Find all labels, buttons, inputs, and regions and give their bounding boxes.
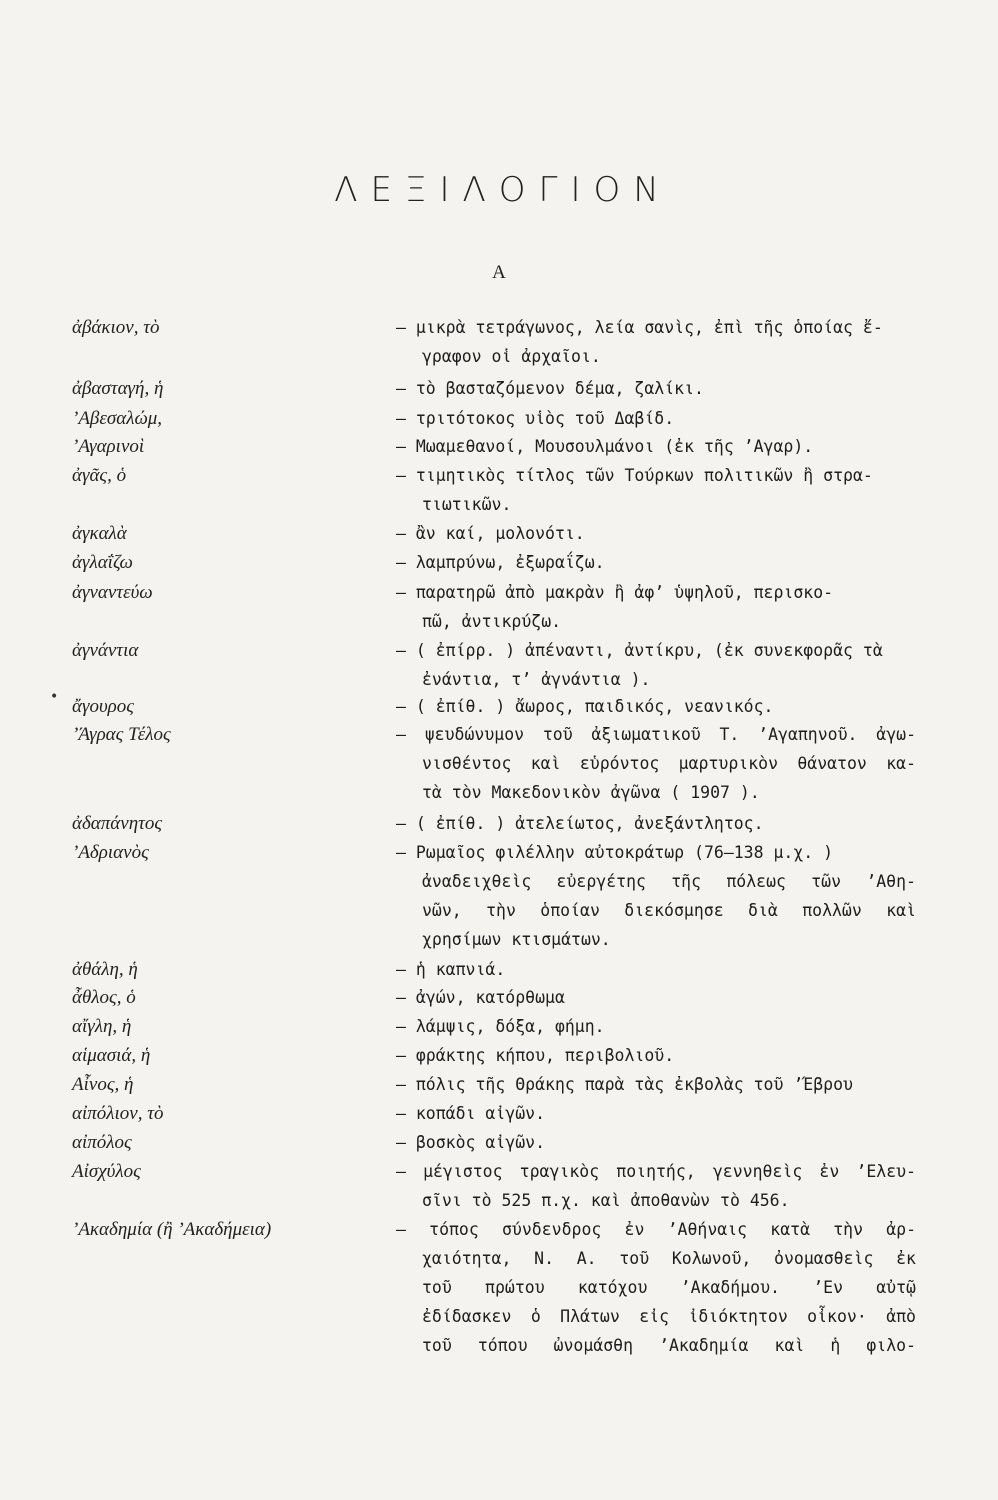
entry-definition <box>396 983 916 1012</box>
entry-definition <box>396 548 916 577</box>
definition-line: νισθέντος καὶ εὑρόντος μαρτυρικὸν θάνατον κα- <box>422 754 916 773</box>
entry-term: ἆθλος, ὁ <box>72 987 136 1008</box>
page-title: ΛΕΞΙΛΟΓΙΟΝ <box>334 170 672 210</box>
entry-term: ἀθάλη, ἡ <box>72 959 138 980</box>
entry-definition <box>396 1099 916 1128</box>
entry-term: ἀγναντεύω <box>72 582 153 603</box>
entry-definition <box>396 1070 916 1099</box>
definition-line: τοῦ τόπου ὠνομάσθη ʼΑκαδημία καὶ ἡ φιλο- <box>422 1336 916 1355</box>
definition-line: — τὸ βασταζόμενον δέμα, ζαλίκι. <box>396 379 704 398</box>
entry-definition <box>396 838 916 954</box>
entry-term: ʼΑβεσαλώμ, <box>72 408 162 429</box>
definition-line: — τιμητικὸς τίτλος τῶν Τούρκων πολιτικῶν ἢ στρα- <box>396 466 873 485</box>
entry-definition <box>396 1157 916 1215</box>
definition-line: ἐνάντια, τʼ ἀγνάντια ). <box>422 670 651 689</box>
definition-line: — Ρωμαῖος φιλέλλην αὐτοκράτωρ (76—138 μ.χ. ) <box>396 843 834 862</box>
definition-line: — λαμπρύνω, ἐξωραΐζω. <box>396 553 605 572</box>
entry-definition <box>396 720 916 807</box>
entry-term: ʼΑκαδημία (ἢ ʼΑκαδήμεια) <box>72 1219 272 1240</box>
definition-line: τιωτικῶν. <box>422 495 512 514</box>
definition-line: — ἂν καί, μολονότι. <box>396 524 585 543</box>
entry-term: ʼΑδριανὸς <box>72 842 149 863</box>
definition-line: — ἀγών, κατόρθωμα <box>396 988 565 1007</box>
definition-line: — παρατηρῶ ἀπὸ μακρὰν ἢ ἀφʼ ὑψηλοῦ, περισκο- <box>396 583 834 602</box>
entry-definition <box>396 1041 916 1070</box>
entry-term: αἰπόλος <box>72 1132 132 1153</box>
section-letter: Α <box>492 262 506 283</box>
definition-line: — τόπος σύνδενδρος ἐν ʼΑθήναις κατὰ τὴν ἀρ- <box>396 1220 916 1239</box>
definition-line: — ( ἐπίρρ. ) ἀπέναντι, ἀντίκρυ, (ἐκ συνεκφορᾶς τὰ <box>396 641 883 660</box>
entry-term: ἄγουρος <box>72 696 135 717</box>
definition-line: χρησίμων κτισμάτων. <box>422 930 611 949</box>
entry-definition <box>396 432 916 461</box>
definition-line: τοῦ πρώτου κατόχου ʼΑκαδήμου. ʼΕν αὐτῷ <box>422 1278 916 1297</box>
definition-line: νῶν, τὴν ὁποίαν διεκόσμησε διὰ πολλῶν καὶ <box>422 901 916 920</box>
entry-definition <box>396 692 916 721</box>
definition-line: — πόλις τῆς Θράκης παρὰ τὰς ἐκβολὰς τοῦ ʼΈβρου <box>396 1075 853 1094</box>
entry-term: αἴγλη, ἡ <box>72 1016 132 1037</box>
entry-term: ʼΑγαρινοὶ <box>72 436 145 457</box>
entry-term: αἰπόλιον, τὸ <box>72 1103 164 1124</box>
entry-definition <box>396 636 916 694</box>
entry-term: ἀβάκιον, τὸ <box>72 317 160 338</box>
entry-definition <box>396 313 916 371</box>
definition-line: — φράκτης κήπου, περιβολιοῦ. <box>396 1046 675 1065</box>
entry-definition <box>396 374 916 403</box>
entry-definition <box>396 1128 916 1157</box>
definition-line: — ( ἐπίθ. ) ἄωρος, παιδικός, νεανικός. <box>396 697 774 716</box>
entry-term: ἀγᾶς, ὁ <box>72 465 127 486</box>
definition-line: — λάμψις, δόξα, φήμη. <box>396 1017 605 1036</box>
definition-line: — κοπάδι αἰγῶν. <box>396 1104 546 1123</box>
entry-term: ἀδαπάνητος <box>72 813 163 834</box>
entry-definition <box>396 1012 916 1041</box>
entry-term: ἀγκαλὰ <box>72 523 127 544</box>
entry-definition <box>396 519 916 548</box>
definition-line: ἀναδειχθεὶς εὐεργέτης τῆς πόλεως τῶν ʼΑθη- <box>422 872 916 891</box>
entry-definition <box>396 809 916 838</box>
entry-definition <box>396 404 916 433</box>
definition-line: — ψευδώνυμον τοῦ ἀξιωματικοῦ Τ. ʼΑγαπηνοῦ. ἀγω- <box>396 725 916 744</box>
entry-term: ἀβασταγή, ἡ <box>72 378 164 399</box>
definition-line: — μικρὰ τετράγωνος, λεία σανὶς, ἐπὶ τῆς ὁποίας ἔ- <box>396 318 883 337</box>
definition-line: — ( ἐπίθ. ) ἀτελείωτος, ἀνεξάντλητος. <box>396 814 764 833</box>
entry-term: αἱμασιά, ἡ <box>72 1045 151 1066</box>
entry-definition <box>396 461 916 519</box>
entry-definition <box>396 1215 916 1360</box>
entry-term: Αἶνος, ἡ <box>72 1074 134 1095</box>
definition-line: — βοσκὸς αἰγῶν. <box>396 1133 546 1152</box>
definition-line: τὰ τὸν Μακεδονικὸν ἀγῶνα ( 1907 ). <box>422 783 760 802</box>
entry-term: ʼΆγρας Τέλος <box>72 724 171 745</box>
entry-term: Αἰσχύλος <box>72 1161 141 1182</box>
definition-line: — Μωαμεθανοί, Μουσουλμάνοι (ἐκ τῆς ʼΑγαρ). <box>396 437 814 456</box>
definition-line: — ἡ καπνιά. <box>396 960 506 979</box>
definition-line: — μέγιστος τραγικὸς ποιητής, γεννηθεὶς ἐν ʼΕλευ- <box>396 1162 916 1181</box>
definition-line: ἐδίδασκεν ὁ Πλάτων εἰς ἰδιόκτητον οἶκον· ἀπὸ <box>422 1307 916 1326</box>
entry-definition <box>396 578 916 636</box>
definition-line: γραφον οἱ ἀρχαῖοι. <box>422 347 601 366</box>
definition-line: χαιότητα, Ν. Α. τοῦ Κολωνοῦ, ὀνομασθεὶς ἐκ <box>422 1249 916 1268</box>
definition-line: — τριτότοκος υἱὸς τοῦ Δαβίδ. <box>396 409 675 428</box>
entry-term: ἀγλαΐζω <box>72 552 133 573</box>
entry-definition <box>396 955 916 984</box>
margin-bullet: • <box>50 689 59 705</box>
entry-term: ἀγνάντια <box>72 640 139 661</box>
definition-line: σῖνι τὸ 525 π.χ. καὶ ἀποθανὼν τὸ 456. <box>422 1191 790 1210</box>
definition-line: πῶ, ἀντικρύζω. <box>422 612 562 631</box>
